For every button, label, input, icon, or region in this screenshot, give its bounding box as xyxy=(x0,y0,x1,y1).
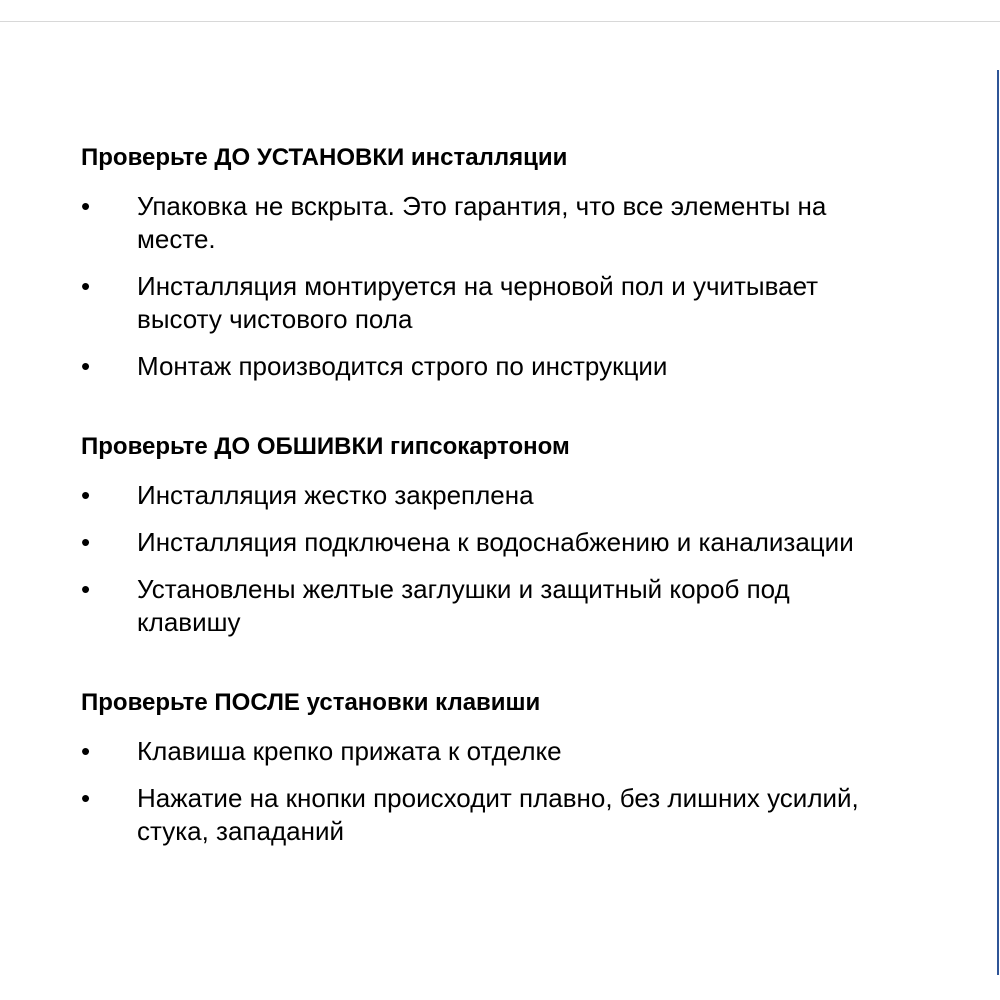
list-item xyxy=(81,270,961,336)
checklist xyxy=(81,735,961,848)
section-title: Проверьте ДО ОБШИВКИ гипсокартоном xyxy=(81,433,570,460)
bullet-icon: • xyxy=(81,351,91,381)
section-before-installation xyxy=(81,142,961,383)
list-item xyxy=(81,350,961,383)
item-text: Монтаж производится строго по инструкции xyxy=(137,351,668,381)
right-edge-line xyxy=(997,70,999,975)
section-title: Проверьте ПОСЛЕ установки клавиши xyxy=(81,689,541,716)
bullet-icon: • xyxy=(81,191,91,221)
item-text: Установлены желтые заглушки и защитный короб под клавишу xyxy=(137,574,790,637)
bullet-icon: • xyxy=(81,736,91,766)
checklist xyxy=(81,479,961,639)
item-text: Упаковка не вскрыта. Это гарантия, что все элементы на месте. xyxy=(137,191,827,254)
item-text: Инсталляция подключена к водоснабжению и канализации xyxy=(137,527,854,557)
list-item xyxy=(81,573,961,639)
bullet-icon: • xyxy=(81,574,91,604)
top-divider xyxy=(0,21,1000,22)
item-text: Инсталляция монтируется на черновой пол и учитывает высоту чистового пола xyxy=(137,271,819,334)
list-item xyxy=(81,479,961,512)
section-after-button-install xyxy=(81,687,961,848)
item-text: Инсталляция жестко закреплена xyxy=(137,480,534,510)
bullet-icon: • xyxy=(81,527,91,557)
section-title: Проверьте ДО УСТАНОВКИ инсталляции xyxy=(81,144,568,171)
checklist-document xyxy=(81,142,961,848)
bullet-icon: • xyxy=(81,783,91,813)
item-text: Клавиша крепко прижата к отделке xyxy=(137,736,562,766)
bullet-icon: • xyxy=(81,480,91,510)
checklist xyxy=(81,190,961,383)
bullet-icon: • xyxy=(81,271,91,301)
list-item xyxy=(81,782,961,848)
section-before-drywall xyxy=(81,431,961,639)
list-item xyxy=(81,735,961,768)
item-text: Нажатие на кнопки происходит плавно, без лишних усилий, стука, западаний xyxy=(137,783,859,846)
list-item xyxy=(81,526,961,559)
list-item xyxy=(81,190,961,256)
